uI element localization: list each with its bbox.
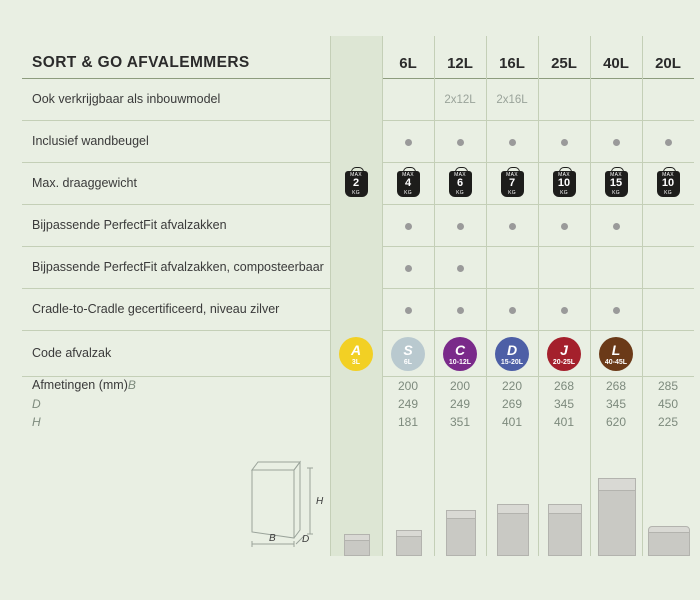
cell: 345 <box>605 397 627 411</box>
cell <box>642 247 694 289</box>
column-header-40l: 40L <box>590 36 642 79</box>
bullet-dot <box>457 139 464 146</box>
svg-text:D: D <box>302 534 310 545</box>
cell: 401 <box>501 415 523 429</box>
bullet-dot <box>613 223 620 230</box>
row-label-afmetingen: Afmetingen (mm) <box>32 378 128 393</box>
bullet-dot <box>457 223 464 230</box>
bin-3l <box>344 536 368 556</box>
cell <box>538 289 590 331</box>
dim-key-h: H <box>32 414 41 429</box>
bullet-dot <box>561 307 568 314</box>
cell <box>434 163 486 205</box>
bin-body <box>548 513 582 556</box>
cell: 200 <box>397 379 419 393</box>
bin-6l <box>396 532 420 556</box>
cell <box>486 121 538 163</box>
dimensions-label <box>22 377 330 396</box>
bin-16l <box>497 506 527 556</box>
cell: 249 <box>397 397 419 411</box>
column-header-12l: 12L <box>434 36 486 79</box>
svg-text:B: B <box>269 533 276 544</box>
cell <box>538 163 590 205</box>
cell <box>382 121 434 163</box>
cell: 225 <box>657 415 679 429</box>
row-label-composteerbaar: Bijpassende PerfectFit afvalzakken, composteerbaar <box>22 247 330 289</box>
max-weight-badge: MAX 7 KG <box>501 171 524 197</box>
cell: 249 <box>449 397 471 411</box>
cell: 401 <box>553 415 575 429</box>
svg-text:H: H <box>316 496 324 507</box>
bullet-dot <box>561 223 568 230</box>
cell <box>590 289 642 331</box>
row-label-draaggewicht: Max. draaggewicht <box>22 163 330 205</box>
bin-body <box>598 490 636 556</box>
bag-code-a: A 3L <box>339 337 373 371</box>
max-weight-badge: MAX 10 KG <box>657 171 680 197</box>
cell <box>642 163 694 205</box>
cell: 268 <box>605 379 627 393</box>
bullet-dot <box>509 139 516 146</box>
bin-20l <box>648 528 688 556</box>
max-weight-badge: MAX 4 KG <box>397 171 420 197</box>
bullet-dot <box>405 265 412 272</box>
cell <box>382 331 434 377</box>
cell <box>538 331 590 377</box>
cell <box>590 205 642 247</box>
cell <box>486 205 538 247</box>
cell <box>382 247 434 289</box>
cell <box>486 163 538 205</box>
row-label-perfectfit: Bijpassende PerfectFit afvalzakken <box>22 205 330 247</box>
row-label-code-afvalzak: Code afvalzak <box>22 331 330 377</box>
max-weight-badge: MAX 6 KG <box>449 171 472 197</box>
bullet-dot <box>405 139 412 146</box>
bin-body <box>396 536 422 556</box>
cell <box>590 331 642 377</box>
bullet-dot <box>561 139 568 146</box>
cell <box>486 331 538 377</box>
bin-40l <box>598 480 634 556</box>
bullet-dot <box>457 307 464 314</box>
row-label-wandbeugel: Inclusief wandbeugel <box>22 121 330 163</box>
cell <box>434 247 486 289</box>
product-silhouettes <box>22 436 678 556</box>
cell <box>642 289 694 331</box>
table-row-bag-code <box>22 331 694 377</box>
cell <box>486 289 538 331</box>
cell <box>642 205 694 247</box>
cell <box>434 289 486 331</box>
bin-25l <box>548 506 580 556</box>
cell <box>538 205 590 247</box>
cell <box>434 205 486 247</box>
bin-body <box>648 532 690 556</box>
dim-key-b: B <box>127 378 136 393</box>
cell <box>590 247 642 289</box>
cell <box>382 205 434 247</box>
bin-body <box>497 513 529 556</box>
cell: 620 <box>605 415 627 429</box>
cell <box>382 79 434 121</box>
cell: 181 <box>397 415 419 429</box>
bag-code-d: D 15-20L <box>495 337 529 371</box>
column-header-20l: 20L <box>642 36 694 79</box>
row-label-cradle-to-cradle: Cradle-to-Cradle gecertificeerd, niveau zilver <box>22 289 330 331</box>
cell <box>538 121 590 163</box>
cell <box>642 331 694 377</box>
cell: 2x12L <box>434 79 486 121</box>
bag-code-c: C 10-12L <box>443 337 477 371</box>
column-header-6l: 6L <box>382 36 434 79</box>
bin-body <box>344 540 370 556</box>
bullet-dot <box>665 139 672 146</box>
cell <box>434 331 486 377</box>
cell: 285 <box>657 379 679 393</box>
bullet-dot <box>405 223 412 230</box>
cell <box>382 163 434 205</box>
cell <box>382 289 434 331</box>
cell: 200 <box>449 379 471 393</box>
cell <box>538 79 590 121</box>
bullet-dot <box>509 223 516 230</box>
cell <box>590 163 642 205</box>
row-label-inbouwmodel: Ook verkrijgbaar als inbouwmodel <box>22 79 330 121</box>
column-header-25l: 25L <box>538 36 590 79</box>
bullet-dot <box>613 307 620 314</box>
cell: 345 <box>553 397 575 411</box>
bag-code-j: J 20-25L <box>547 337 581 371</box>
bin-12l <box>446 512 474 556</box>
bag-code-l: L 40-45L <box>599 337 633 371</box>
cell <box>590 121 642 163</box>
max-weight-badge: MAX 10 KG <box>553 171 576 197</box>
cell <box>538 247 590 289</box>
bin-body <box>446 518 476 556</box>
bullet-dot <box>509 307 516 314</box>
max-weight-badge: MAX 15 KG <box>605 171 628 197</box>
bullet-dot <box>457 265 464 272</box>
bullet-dot <box>613 139 620 146</box>
cell: 220 <box>501 379 523 393</box>
cell <box>590 79 642 121</box>
cell: 268 <box>553 379 575 393</box>
column-header-16l: 16L <box>486 36 538 79</box>
cell <box>434 121 486 163</box>
comparison-table <box>22 36 681 556</box>
cell <box>642 121 694 163</box>
bullet-dot <box>405 307 412 314</box>
page-title: SORT & GO AFVALEMMERS <box>22 36 330 79</box>
cell: 351 <box>449 415 471 429</box>
max-weight-badge: MAX 2 KG <box>345 171 368 197</box>
cell <box>642 79 694 121</box>
cell: 269 <box>501 397 523 411</box>
cell: 2x16L <box>486 79 538 121</box>
cell: 450 <box>657 397 679 411</box>
dim-key-d: D <box>32 396 41 411</box>
cell <box>486 247 538 289</box>
bag-code-s: S 6L <box>391 337 425 371</box>
